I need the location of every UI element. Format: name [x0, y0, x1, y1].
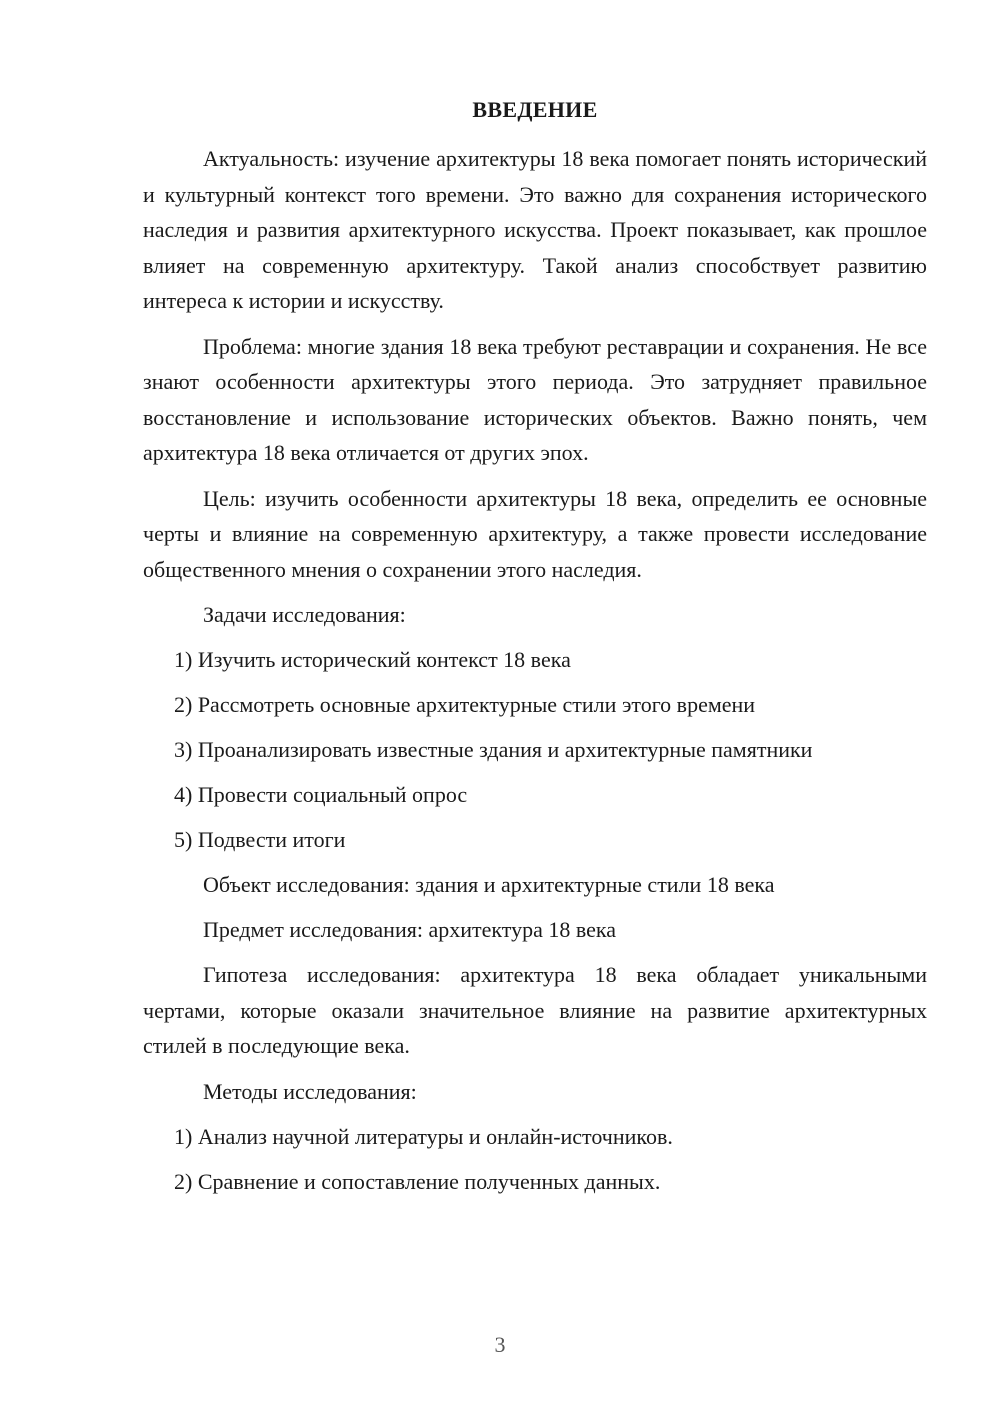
task-item-3: 3) Проанализировать известные здания и архитектурные памятники [174, 737, 813, 762]
task-item-1: 1) Изучить исторический контекст 18 века [174, 647, 571, 672]
research-object: Объект исследования: здания и архитектурные стили 18 века [203, 872, 775, 897]
problem-paragraph: Проблема: многие здания 18 века требуют реставрации и сохранения. Не все знают особенности архитектуры этого периода. Это затрудняет правильное восстановление и использование исторических объектов. Важно понять, чем архитектура 18 века отличается от других эпох. [143, 333, 927, 465]
task-item-5: 5) Подвести итоги [174, 827, 346, 852]
page-title: ВВЕДЕНИЕ [472, 97, 598, 122]
goal-paragraph: Цель: изучить особенности архитектуры 18 века, определить ее основные черты и влияние на современную архитектуру, а также провести исследование общественного мнения о сохранении этого наследия. [143, 485, 927, 582]
page-number: 3 [494, 1332, 506, 1357]
method-item-2: 2) Сравнение и сопоставление полученных данных. [174, 1168, 661, 1194]
task-item-4: 4) Провести социальный опрос [174, 782, 468, 807]
method-item-1: 1) Анализ научной литературы и онлайн-источников. [174, 1123, 673, 1149]
relevance-paragraph: Актуальность: изучение архитектуры 18 века помогает понять исторический и культурный контекст того времени. Это важно для сохранения исторического наследия и развития архитектурного искусства. Проект показывает, как прошлое влияет на современную архитектуру. Такой анализ способствует развитию интереса к истории и искусству. [143, 146, 927, 313]
hypothesis-paragraph: Гипотеза исследования: архитектура 18 века обладает уникальными чертами, которые оказали значительное влияние на развитие архитектурных стилей в последующие века. [143, 962, 927, 1058]
tasks-heading: Задачи исследования: [203, 602, 406, 627]
methods-heading: Методы исследования: [203, 1078, 417, 1104]
task-item-2: 2) Рассмотреть основные архитектурные стили этого времени [174, 692, 756, 717]
research-subject: Предмет исследования: архитектура 18 века [203, 917, 616, 942]
